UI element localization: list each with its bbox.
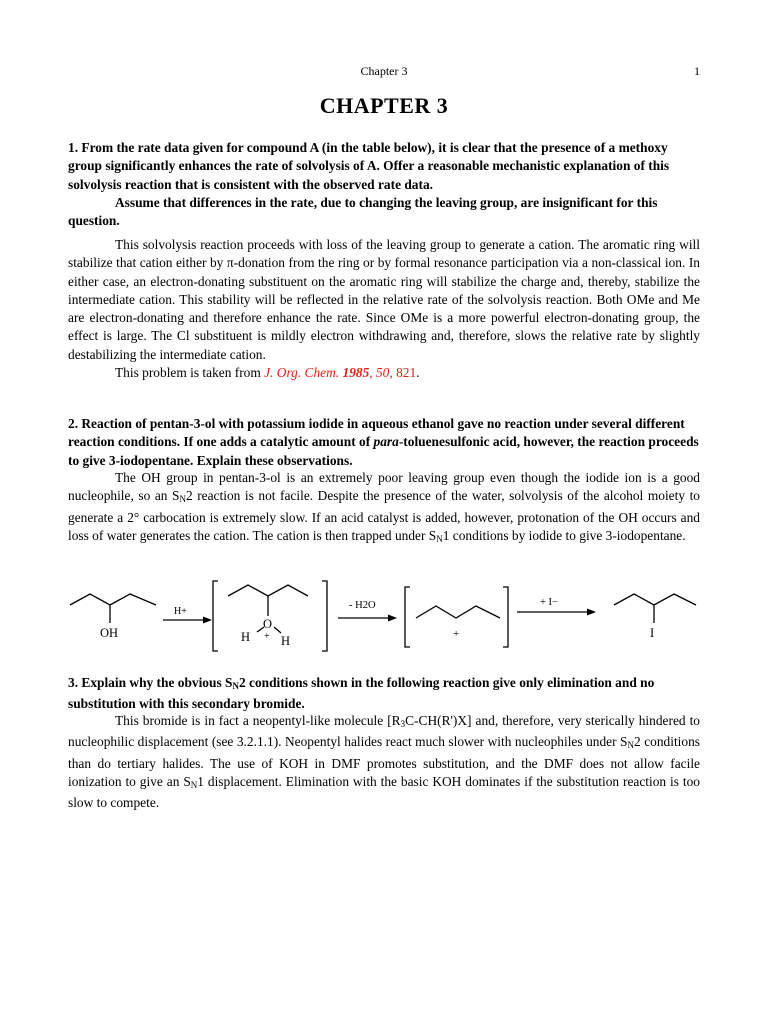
- question-2-text: [68, 415, 700, 470]
- source-prefix: This problem is taken from: [115, 365, 265, 381]
- arrowhead-2: [388, 615, 397, 622]
- pentanol-skeleton: [70, 594, 156, 605]
- question-2-part2: -toluenesulfonic acid, however, the reaction proceeds to give 3-iodopentane. Explain these observations.: [68, 434, 699, 468]
- answer-3-text: [68, 712, 700, 812]
- reaction-scheme: [60, 580, 710, 652]
- answer-2-sub1: N: [179, 494, 186, 505]
- citation-volume: , 50: [369, 365, 390, 381]
- answer-2-part2: 2 reaction is not facile. Despite the presence of the water, solvolysis of the alcohol moiety to generate a 2° carbocation is extremely slow. If an acid catalyst is added, however, protonation of the OH occurs and loss of water generates the cation. The cation is then trapped under S: [68, 488, 700, 543]
- answer-2: [68, 469, 700, 548]
- answer-3-sub2: N: [190, 779, 198, 790]
- oxonium-oh-bond-right: [274, 627, 281, 633]
- bracket-left-1: [213, 581, 218, 651]
- question-3-sub: N: [232, 681, 239, 691]
- answer-1: [68, 236, 700, 382]
- answer-1-text: This solvolysis reaction proceeds with loss of the leaving group to generate a cation. The aromatic ring will stabilize that cation either by π-donation from the ring or by formal resonance participation via a non-classical ion. In either case, an electron-donating substituent on the aromatic ring will stabilize the charge and, thereby, stabilize the intermediate cation. This stability will be reflected in the relative rate of the solvolysis reaction. Both OMe and Me are electron-donating and therefore enhance the rate. Since OMe is a more powerful electron-donating group, the effect is large. The Cl substituent is mildly electron withdrawing and, therefore, slows the relative rate by slightly destabilizing the intermediate cation.: [68, 237, 700, 362]
- answer-2-part3: 1 conditions by iodide to give 3-iodopentane.: [442, 527, 686, 543]
- question-2-italic: para: [373, 434, 399, 450]
- oxonium-skeleton: [228, 585, 308, 596]
- question-3-part2: 2 conditions shown in the following reaction give only elimination and no substitution with this secondary bromide.: [68, 675, 655, 712]
- answer-3: [68, 712, 700, 812]
- citation-pages: , 821: [389, 365, 417, 381]
- answer-2-part1: The OH group in pentan-3-ol is an extremely poor leaving group even though the iodide ion is a good nucleophile, so an S: [68, 470, 700, 504]
- question-3: [68, 674, 700, 714]
- answer-3-part4: 1 displacement. Elimination with the basic KOH dominates if the substitution reaction is too slow to compete.: [68, 773, 700, 811]
- bracket-right-2: [503, 587, 508, 647]
- question-2: [68, 415, 700, 470]
- source-suffix: .: [416, 365, 420, 381]
- plus-iodide-label: + I−: [540, 597, 558, 608]
- answer-3-part3: 2 conditions than do tertiary halides. The use of KOH in DMF promotes substitution, and the DMF does not allow facile ionization to give an S: [68, 734, 700, 789]
- answer-2-sub2: N: [436, 533, 443, 544]
- answer-1-source: [68, 364, 700, 382]
- answer-3-sub-r3: 3: [400, 719, 406, 729]
- answer-3-part2: C-CH(R')X] and, therefore, very sterically hindered to nucleophilic displacement (see 3.2.1.1). Neopentyl halides react much slower with nucleophiles under S: [68, 713, 701, 750]
- running-title: Chapter 3: [360, 64, 408, 78]
- cation-charge: +: [453, 628, 460, 640]
- minus-water-label: - H2O: [349, 600, 376, 611]
- oxonium-charge: +: [264, 631, 270, 642]
- iodopentane-skeleton: [614, 594, 696, 605]
- question-3-text: [68, 674, 700, 714]
- question-3-part1: 3. Explain why the obvious S: [68, 675, 233, 690]
- bracket-left-2: [405, 587, 410, 647]
- h-left-label: H: [241, 630, 251, 644]
- bracket-right-1: [322, 581, 327, 651]
- h-plus-label: H+: [174, 606, 187, 617]
- question-1-text: 1. From the rate data given for compound A (in the table below), it is clear that the presence of a methoxy group significantly enhances the rate of solvolysis of A. Offer a reasonable mechanistic explanation of this solvolysis reaction that is consistent with the observed rate data.: [68, 140, 670, 192]
- answer-3-sub1: N: [627, 740, 635, 751]
- cation-skeleton: [416, 606, 500, 618]
- question-1: [68, 139, 700, 230]
- question-1-note: Assume that differences in the rate, due to changing the leaving group, are insignificant for this question.: [68, 194, 658, 229]
- arrowhead-1: [203, 617, 212, 624]
- citation-year: 1985: [342, 365, 370, 381]
- chapter-title: CHAPTER 3: [319, 93, 449, 118]
- iodine-label: I: [650, 626, 655, 640]
- running-header: [68, 64, 700, 80]
- answer-2-text: [68, 469, 700, 548]
- arrowhead-3: [587, 609, 596, 616]
- o-label: O: [263, 617, 273, 631]
- page-number: 1: [694, 64, 700, 78]
- citation-journal: J. Org. Chem.: [264, 365, 343, 381]
- answer-3-part1: This bromide is in fact a neopentyl-like molecule [R: [115, 713, 401, 728]
- oh-label: OH: [100, 626, 119, 640]
- citation-link[interactable]: [264, 365, 416, 380]
- h-right-label: H: [281, 634, 291, 648]
- question-2-part1: 2. Reaction of pentan-3-ol with potassium iodide in aqueous ethanol gave no reaction under several different reaction conditions. If one adds a catalytic amount of: [68, 416, 685, 450]
